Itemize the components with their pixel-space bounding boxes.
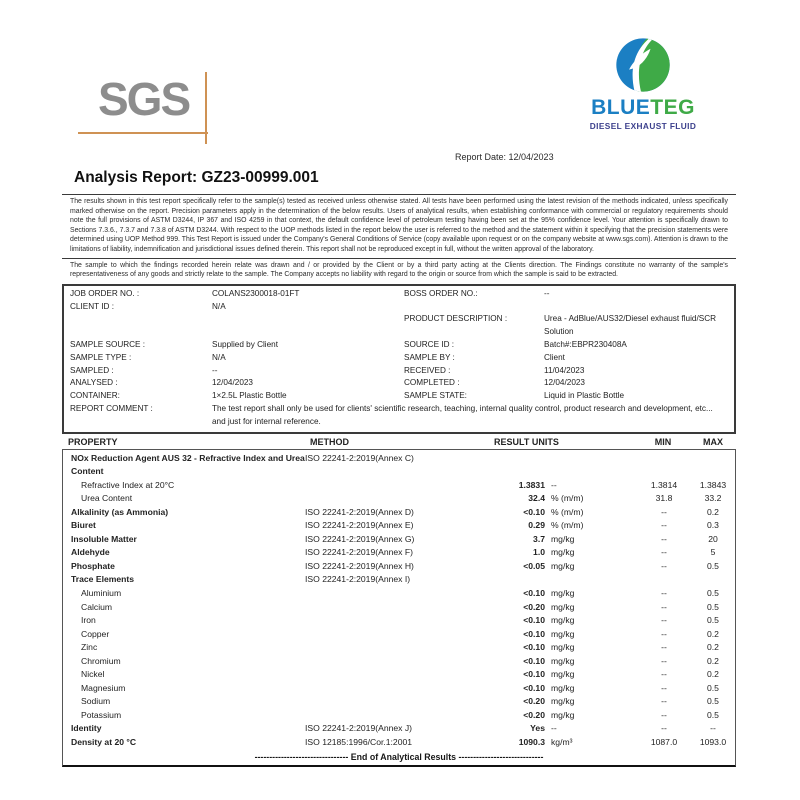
result-min: -- — [661, 682, 667, 693]
result-max: 0.2 — [707, 506, 719, 517]
result-value — [475, 573, 551, 587]
result-min: -- — [661, 547, 667, 558]
result-min: -- — [661, 669, 667, 680]
result-property: Nickel — [81, 669, 105, 680]
result-property: Density at 20 °C — [71, 737, 137, 747]
info-label-right: BOSS ORDER NO.: — [404, 288, 478, 298]
result-units: mg/kg — [551, 547, 575, 558]
result-value: <0.10 — [523, 669, 545, 680]
result-row — [63, 682, 735, 696]
info-label-left: CONTAINER: — [70, 391, 120, 401]
result-units: mg/kg — [551, 587, 575, 598]
result-units: mg/kg — [551, 696, 575, 707]
result-row — [63, 641, 735, 655]
result-row — [63, 560, 735, 574]
result-max: 0.2 — [707, 642, 719, 653]
result-max: 33.2 — [704, 493, 722, 504]
result-min: -- — [661, 520, 667, 531]
result-value: <0.10 — [523, 642, 545, 653]
result-value: 3.7 — [533, 533, 545, 544]
result-row — [63, 601, 735, 615]
info-label-right: COMPLETED : — [404, 378, 460, 388]
result-value: <0.20 — [523, 709, 545, 720]
result-min — [631, 573, 697, 587]
info-label-right: SOURCE ID : — [404, 339, 455, 349]
result-value — [475, 452, 551, 479]
result-min: 1087.0 — [650, 737, 678, 747]
result-method: ISO 22241-2:2019(Annex H) — [305, 560, 414, 571]
info-label-left: SAMPLE SOURCE : — [70, 339, 146, 349]
info-label-left: JOB ORDER NO. : — [70, 288, 140, 298]
result-max — [697, 452, 729, 479]
result-property: Copper — [81, 628, 110, 639]
result-value: <0.10 — [523, 615, 545, 626]
result-units: -- — [551, 479, 557, 490]
result-method — [305, 628, 475, 642]
result-row — [63, 546, 735, 560]
info-value-left: 1×2.5L Plastic Bottle — [212, 391, 287, 401]
info-row — [64, 377, 734, 390]
info-row — [64, 313, 734, 339]
result-property: Identity — [71, 723, 102, 734]
result-max: 20 — [708, 533, 718, 544]
result-value: 0.29 — [528, 520, 545, 531]
result-row — [63, 655, 735, 669]
result-units: mg/kg — [551, 642, 575, 653]
result-method: ISO 22241-2:2019(Annex C) — [305, 452, 414, 463]
results-rows — [63, 452, 735, 750]
result-max: 0.5 — [707, 560, 719, 571]
info-row — [64, 352, 734, 365]
results-table — [62, 449, 736, 767]
result-method: ISO 22241-2:2019(Annex E) — [305, 520, 414, 531]
result-max: 1093.0 — [699, 737, 727, 747]
result-units — [551, 573, 631, 587]
info-row — [64, 301, 734, 314]
result-min: -- — [661, 587, 667, 598]
result-units: mg/kg — [551, 682, 575, 693]
result-method: ISO 22241-2:2019(Annex D) — [305, 506, 414, 517]
info-value-right: Urea - AdBlue/AUS32/Diesel exhaust fluid/SCR Solution — [544, 314, 717, 337]
info-value-left: N/A — [212, 352, 226, 362]
result-method — [305, 655, 475, 669]
result-max: 0.2 — [707, 655, 719, 666]
info-label-left: ANALYSED : — [70, 378, 118, 388]
result-property: Biuret — [71, 520, 96, 531]
result-value: <0.10 — [523, 655, 545, 666]
info-value-right: Client — [544, 352, 565, 362]
info-value-right: 12/04/2023 — [544, 378, 585, 388]
result-units: mg/kg — [551, 669, 575, 680]
result-min: -- — [661, 642, 667, 653]
info-value-right: 11/04/2023 — [544, 365, 585, 375]
result-property: Refractive Index at 20°C — [81, 479, 175, 490]
result-row — [63, 533, 735, 547]
result-max: 0.5 — [707, 615, 719, 626]
result-method: ISO 22241-2:2019(Annex F) — [305, 547, 413, 558]
result-property: Magnesium — [81, 682, 126, 693]
col-header-min: MIN — [654, 436, 672, 447]
result-min: -- — [661, 615, 667, 626]
result-value: <0.10 — [523, 506, 545, 517]
result-row — [63, 722, 735, 736]
result-property: Alkalinity (as Ammonia) — [71, 506, 169, 517]
info-value-left — [212, 313, 404, 339]
result-row — [63, 452, 735, 479]
info-value-left: 12/04/2023 — [212, 378, 253, 388]
result-units: kg/m³ — [551, 737, 573, 747]
result-row — [63, 614, 735, 628]
result-property: Aluminium — [81, 587, 122, 598]
info-value-left: COLANS2300018-01FT — [212, 288, 300, 298]
result-value: 1090.3 — [518, 737, 545, 747]
col-header-result-units: RESULT UNITS — [494, 436, 559, 447]
brand-name-green: TEG — [650, 96, 695, 119]
info-value-left: The test report shall only be used for clients' scientific research, teaching, internal quality control, product research and development, etc... and just for internal reference. — [212, 403, 713, 426]
result-row — [63, 668, 735, 682]
result-row — [63, 628, 735, 642]
result-min: 31.8 — [655, 493, 673, 504]
brand-tagline: DIESEL EXHAUST FLUID — [589, 121, 697, 132]
result-value: <0.20 — [523, 696, 545, 707]
info-value-right: Batch#:EBPR230408A — [544, 339, 627, 349]
info-label-right: SAMPLE STATE: — [404, 391, 467, 401]
result-row — [63, 587, 735, 601]
result-property: Insoluble Matter — [71, 533, 137, 544]
result-value: 1.3831 — [518, 479, 545, 490]
result-min — [631, 452, 697, 479]
sample-info-box — [62, 284, 736, 434]
info-row — [64, 288, 734, 301]
col-header-method: METHOD — [310, 436, 349, 447]
result-max: 0.5 — [707, 709, 719, 720]
result-method — [305, 709, 475, 723]
result-max: 0.2 — [707, 669, 719, 680]
result-method — [305, 614, 475, 628]
info-value-left: Supplied by Client — [212, 339, 278, 349]
result-method — [305, 641, 475, 655]
info-row — [64, 339, 734, 352]
result-row — [63, 573, 735, 587]
result-max: 0.2 — [707, 628, 719, 639]
result-value: <0.05 — [523, 560, 545, 571]
result-row — [63, 695, 735, 709]
result-property: Trace Elements — [71, 574, 135, 585]
brand-name-blue: BLUE — [591, 96, 651, 119]
result-property: Zinc — [81, 642, 98, 653]
result-max: 0.5 — [707, 601, 719, 612]
info-label-left — [70, 313, 212, 339]
result-min: -- — [661, 560, 667, 571]
result-units: mg/kg — [551, 709, 575, 720]
leaf-icon — [578, 36, 708, 94]
result-property: Calcium — [81, 601, 113, 612]
result-min: -- — [661, 723, 667, 734]
result-min: -- — [661, 506, 667, 517]
result-method — [305, 695, 475, 709]
info-value-right: -- — [544, 288, 550, 298]
result-max: 0.3 — [707, 520, 719, 531]
result-max: 1.3843 — [699, 479, 727, 490]
result-value: <0.10 — [523, 682, 545, 693]
result-min: -- — [661, 601, 667, 612]
sgs-logo-vertical-line — [205, 72, 207, 144]
info-label-left: SAMPLED : — [70, 365, 114, 375]
result-units — [551, 452, 631, 479]
result-property: Iron — [81, 615, 96, 626]
info-value-right: Liquid in Plastic Bottle — [544, 391, 625, 401]
result-min: -- — [661, 533, 667, 544]
result-units: mg/kg — [551, 533, 575, 544]
result-property: Phosphate — [71, 560, 115, 571]
result-method: ISO 22241-2:2019(Annex G) — [305, 533, 415, 544]
col-header-property: PROPERTY — [68, 436, 118, 447]
result-value: <0.20 — [523, 601, 545, 612]
result-value: <0.10 — [523, 628, 545, 639]
result-units: mg/kg — [551, 601, 575, 612]
info-value-right — [544, 301, 728, 314]
result-property: Urea Content — [81, 493, 133, 504]
info-label-left: CLIENT ID : — [70, 301, 114, 311]
result-units: mg/kg — [551, 615, 575, 626]
brand-name — [578, 96, 708, 119]
result-min: 1.3814 — [650, 479, 678, 490]
result-min: -- — [661, 696, 667, 707]
result-max: 0.5 — [707, 682, 719, 693]
page-title: Analysis Report: GZ23-00999.001 — [74, 169, 319, 186]
result-units: mg/kg — [551, 628, 575, 639]
result-method — [305, 587, 475, 601]
result-value: 1.0 — [533, 547, 545, 558]
info-value-left: -- — [212, 365, 218, 375]
result-row — [63, 736, 735, 750]
result-property: NOx Reduction Agent AUS 32 - Refractive Index and Urea Content — [71, 452, 305, 477]
result-row — [63, 492, 735, 506]
result-min: -- — [661, 655, 667, 666]
result-method — [305, 601, 475, 615]
result-max: 0.5 — [707, 696, 719, 707]
info-label-right: SAMPLE BY : — [404, 352, 455, 362]
result-units: mg/kg — [551, 655, 575, 666]
result-method: ISO 22241-2:2019(Annex I) — [305, 574, 411, 585]
result-method — [305, 668, 475, 682]
result-max: 0.5 — [707, 587, 719, 598]
result-min: -- — [661, 709, 667, 720]
result-row — [63, 709, 735, 723]
result-property: Potassium — [81, 709, 122, 720]
result-units: mg/kg — [551, 560, 575, 571]
result-method — [305, 479, 475, 493]
result-method: ISO 12185:1996/Cor.1:2001 — [305, 737, 413, 747]
blueteg-logo — [578, 36, 708, 131]
result-units: % (m/m) — [551, 520, 584, 531]
sgs-logo-text: SGS — [98, 73, 190, 125]
sgs-logo — [78, 58, 228, 150]
result-units: -- — [551, 723, 557, 734]
info-label-right — [404, 301, 544, 314]
report-content — [62, 194, 736, 767]
result-max: 5 — [710, 547, 716, 558]
result-row — [63, 479, 735, 493]
info-label-left: REPORT COMMENT : — [70, 403, 153, 413]
info-value-left: N/A — [212, 301, 226, 311]
result-value: 32.4 — [528, 493, 545, 504]
info-row — [64, 365, 734, 378]
results-table-header — [62, 434, 736, 449]
result-method: ISO 22241-2:2019(Annex J) — [305, 723, 413, 734]
end-of-results-line: -------------------------------- End of Analytical Results ----------------------------- — [254, 751, 544, 762]
info-row — [64, 403, 734, 429]
result-row — [63, 519, 735, 533]
result-units: % (m/m) — [551, 493, 584, 504]
disclaimer-paragraph-1: The results shown in this test report specifically refer to the sample(s) tested as received unless otherwise stated. All tests have been performed using the latest revision of the methods indicated, unless specifically marked otherwise on the report. Precision parameters apply in the determination of the below results. Users of analytical results, when establishing conformance with commercial or regulatory requirements should note the full provisions of ASTM D3244, IP 367 and ISO 4259 in that context, the default confidence level of petroleum testing having been set at the 95% confidence level. Your attention is specifically drawn to Sections 7.3.6., 7.3.7 and 7.3.8 of ASTM D3244. With respect to the UOP methods listed in the report below the user is referred to the method and the statement within it specifying that the precision statements were determined using UOP Method 999. This Test Report is issued under the Company's General Conditions of Service (copy available upon request or on the company website at www.sgs.com). Attention is drawn to the limitations of liability, indemnification and jurisdictional issues defined therein. This report shall not be reproduced except in full, without the written approval of the laboratory. — [62, 194, 736, 258]
result-row — [63, 506, 735, 520]
sgs-logo-horizontal-line — [78, 132, 208, 134]
disclaimer-paragraph-2: The sample to which the findings recorded herein relate was drawn and / or provided by the Client or by a third party acting at the Clients direction. The Findings constitute no warranty of the sample's representativeness of any goods and strictly relate to the sample. The Company accepts no liability with regard to the origin or source from which the sample is said to be extracted. — [62, 258, 736, 283]
result-method — [305, 682, 475, 696]
info-row — [64, 390, 734, 403]
result-units: % (m/m) — [551, 506, 584, 517]
result-method — [305, 492, 475, 506]
result-property: Aldehyde — [71, 547, 110, 558]
result-max — [697, 573, 729, 587]
result-min: -- — [661, 628, 667, 639]
info-label-right: PRODUCT DESCRIPTION : — [404, 314, 508, 324]
result-property: Sodium — [81, 696, 111, 707]
result-value: <0.10 — [523, 587, 545, 598]
report-date: Report Date: 12/04/2023 — [455, 152, 554, 162]
info-label-right: RECEIVED : — [404, 365, 451, 375]
result-value: Yes — [530, 723, 545, 734]
result-property: Chromium — [81, 655, 121, 666]
info-label-left: SAMPLE TYPE : — [70, 352, 132, 362]
result-max: -- — [710, 723, 716, 734]
col-header-max: MAX — [703, 436, 723, 447]
